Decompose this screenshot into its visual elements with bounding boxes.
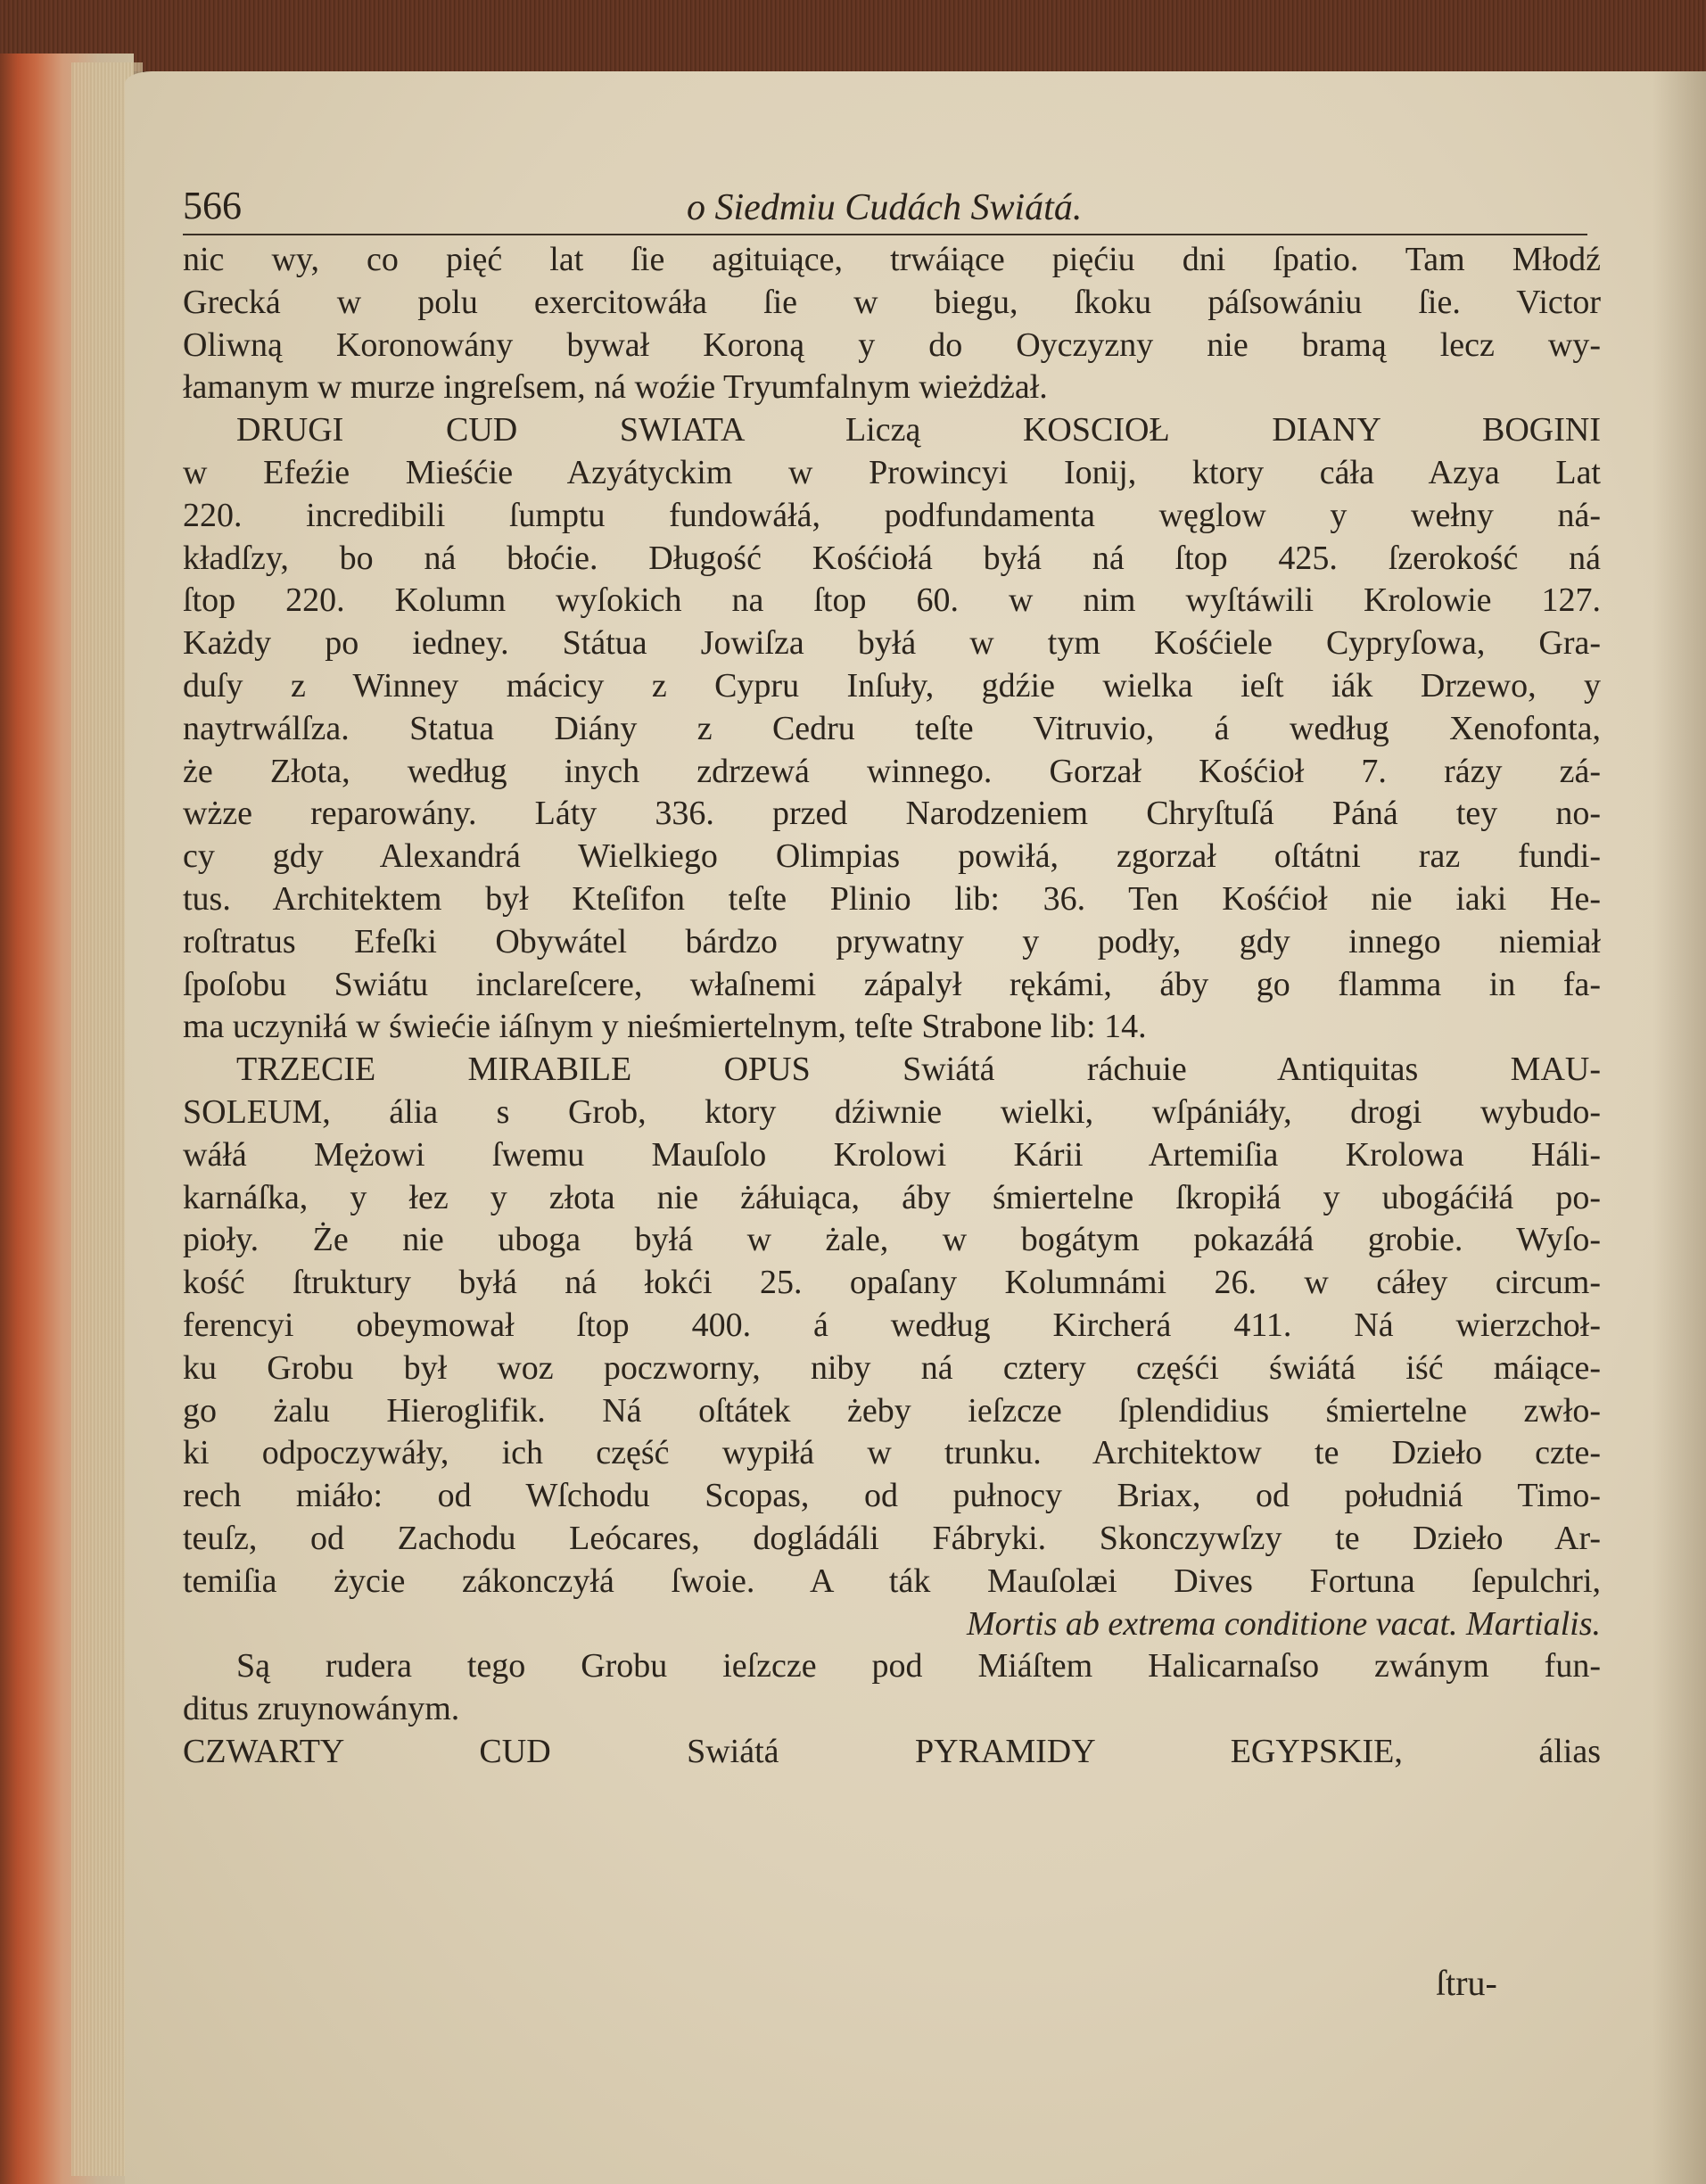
text-line: SOLEUM, ália s Grob, ktory dźiwnie wielki, wſpániáły, drogi wybudo- bbox=[183, 1092, 1601, 1131]
text-line: ſpoſobu Swiátu inclareſcere, właſnemi zápalył rękámi, áby go flamma in fa- bbox=[183, 965, 1601, 1003]
header-rule bbox=[183, 234, 1587, 235]
text-line: ku Grobu był woz poczworny, niby ná cztery częśći świátá iść máiące- bbox=[183, 1348, 1601, 1387]
section-heading-line: TRZECIE MIRABILE OPUS Swiátá ráchuie Antiquitas MAU- bbox=[236, 1051, 1601, 1089]
text-line: rech miáło: od Wſchodu Scopas, od pułnocy Briax, od południá Timo- bbox=[183, 1477, 1601, 1515]
section-heading-line: DRUGI CUD SWIATA Liczą KOSCIOŁ DIANY BOGINI bbox=[236, 411, 1601, 449]
text-line: ma uczyniłá w świećie iáſnym y nieśmiertelnym, teſte Strabone lib: 14. bbox=[183, 1008, 1147, 1046]
text-line: że Złota, według inych zdrzewá winnego. Gorzał Kośćioł 7. rázy zá- bbox=[183, 752, 1601, 790]
text-line: karnáſka, y łez y złota nie żáłuiąca, áby śmiertelne ſkropiłá y ubogáćiłá po- bbox=[183, 1178, 1601, 1216]
text-line: Oliwną Koronowány bywał Koroną y do Oyczyzny nie bramą lecz wy- bbox=[183, 326, 1601, 364]
text-line: roſtratus Efeſki Obywátel bárdzo prywatny y podły, gdy innego niemiał bbox=[183, 922, 1601, 960]
text-line: wáłá Mężowi ſwemu Mauſolo Krolowi Kárii Artemiſia Krolowa Háli- bbox=[183, 1135, 1601, 1174]
text-line: tus. Architektem był Kteſifon teſte Plinio lib: 36. Ten Kośćioł nie iaki He- bbox=[183, 879, 1601, 918]
page-header bbox=[183, 183, 1610, 245]
text-line: 220. incredibili ſumptu fundowáłá, podfundamenta węglow y wełny ná- bbox=[183, 496, 1601, 534]
text-line: w Efeźie Mieśćie Azyátyckim w Prowincyi Ionij, ktory cáła Azya Lat bbox=[183, 453, 1601, 491]
section-heading-line: CZWARTY CUD Swiátá PYRAMIDY EGYPSKIE, álias bbox=[183, 1732, 1601, 1770]
text-line: temiſia życie zákonczyłá ſwoie. A ták Mauſolæi Dives Fortuna ſepulchri, bbox=[183, 1562, 1601, 1600]
text-line: wżze reparowány. Láty 336. przed Narodzeniem Chryſtuſá Páná tey no- bbox=[183, 795, 1601, 833]
text-line: Są rudera tego Grobu ieſzcze pod Miáſtem Halicarnaſso zwánym fun- bbox=[236, 1647, 1601, 1685]
text-line: pioły. Że nie uboga byłá w żale, w bogátym pokazáłá grobie. Wyſo- bbox=[183, 1221, 1601, 1259]
text-line: go żalu Hieroglifik. Ná oſtátek żeby ieſzcze ſplendidius śmiertelne zwło- bbox=[183, 1391, 1601, 1430]
text-line: cy gdy Alexandrá Wielkiego Olimpias powiłá, zgorzał oſtátni raz fundi- bbox=[183, 837, 1601, 876]
text-line: Grecká w polu exercitowáła ſie w biegu, ſkoku páſsowániu ſie. Victor bbox=[183, 283, 1601, 321]
book-top-edge bbox=[0, 0, 1706, 71]
text-line: łamanym w murze ingreſsem, ná woźie Tryumfalnym wieżdżał. bbox=[183, 368, 1048, 407]
text-line: ditus zruynowánym. bbox=[183, 1690, 460, 1728]
text-line: naytrwálſza. Statua Diány z Cedru teſte Vitruvio, á według Xenofonta, bbox=[183, 709, 1601, 747]
text-line: ferencyi obeymował ſtop 400. á według Kircherá 411. Ná wierzchoł- bbox=[183, 1306, 1601, 1344]
text-line: ſtop 220. Kolumn wyſokich na ſtop 60. w nim wyſtáwili Krolowie 127. bbox=[183, 581, 1601, 620]
text-line: nic wy, co pięć lat ſie agituiące, trwáiące pięćiu dni ſpatio. Tam Młodź bbox=[183, 241, 1601, 278]
text-line: kość ſtruktury byłá ná łokći 25. opaſany Kolumnámi 26. w cáłey circum- bbox=[183, 1264, 1601, 1302]
catchword: ſtru- bbox=[1436, 1963, 1497, 2003]
quotation-line: Mortis ab extrema conditione vacat. Martialis. bbox=[967, 1604, 1601, 1643]
page-number: 566 bbox=[183, 184, 242, 227]
text-line: teuſz, od Zachodu Leócares, dogládáli Fábryki. Skonczywſzy te Dzieło Ar- bbox=[183, 1519, 1601, 1557]
text-line: duſy z Winney mácicy z Cypru Inſuły, gdźie wielka ieſt iák Drzewo, y bbox=[183, 666, 1601, 705]
text-line: Każdy po iedney. Státua Jowiſza byłá w tym Kośćiele Cypryſowa, Gra- bbox=[183, 624, 1601, 663]
text-line: kładſzy, bo ná błoćie. Długość Kośćiołá byłá ná ſtop 425. ſzerokość ná bbox=[183, 539, 1601, 577]
running-title: o Siedmiu Cudách Swiátá. bbox=[687, 187, 1083, 228]
text-line: ki odpoczywáły, ich część wypiłá w trunku. Architektow te Dzieło czte- bbox=[183, 1434, 1601, 1472]
page-body bbox=[183, 239, 1601, 1774]
